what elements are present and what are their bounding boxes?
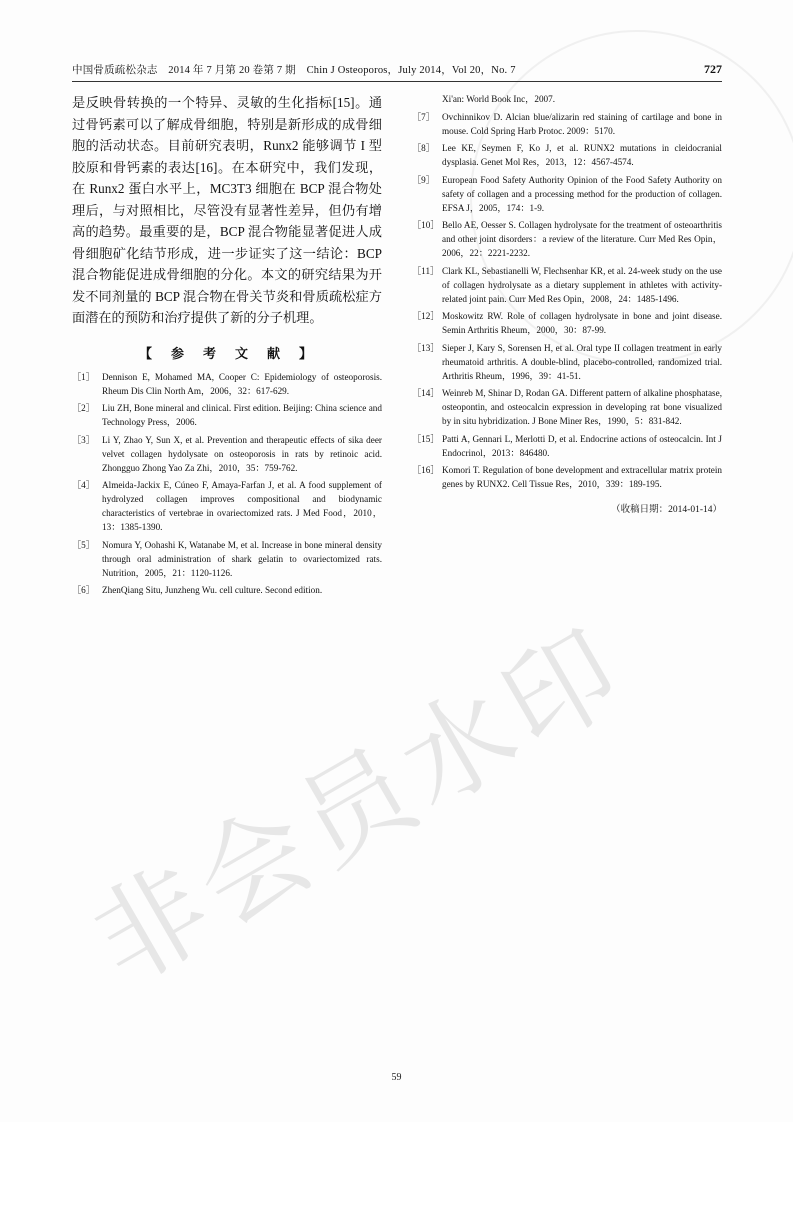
reference-item xyxy=(412,173,722,215)
watermark-text: 非会员水印 xyxy=(74,606,647,1007)
reference-number: ［3］ xyxy=(72,434,95,445)
reference-number: ［5］ xyxy=(72,539,95,550)
reference-number: ［9］ xyxy=(412,174,435,185)
reference-item xyxy=(72,538,382,580)
reference-item xyxy=(412,432,722,460)
reference-text: Sieper J, Kary S, Sorensen H, et al. Oral type II collagen treatment in early rheumatoid arthritis. A double-blind, placebo-controlled, randomized trial. Arthritis Rheum，1996，39：41-51. xyxy=(442,342,722,381)
right-column xyxy=(412,92,722,601)
reference-item xyxy=(412,341,722,383)
reference-text: Nomura Y, Oohashi K, Watanabe M, et al. Increase in bone mineral density through oral administration of shark gelatin to ovariectomized rats. Nutrition，2005，21：1120-1126. xyxy=(102,539,382,578)
reference-number: ［6］ xyxy=(72,585,95,595)
reference-text: Ovchinnikov D. Alcian blue/alizarin red staining of cartilage and bone in mouse. Cold Spring Harb Protoc. 2009：5170. xyxy=(442,111,722,136)
reference-item xyxy=(72,433,382,475)
reference-text: Dennison E, Mohamed MA, Cooper C: Epidemiology of osteoporosis. Rheum Dis Clin North Am，2006，32：617-629. xyxy=(102,371,382,396)
reference-number: ［15］ xyxy=(412,433,440,444)
reference-number: ［4］ xyxy=(72,480,95,490)
reference-number: ［12］ xyxy=(412,311,440,321)
reference-text: Lee KE, Seymen F, Ko J, et al. RUNX2 mutations in cleidocranial dysplasia. Genet Mol Res，2013，12：4567-4574. xyxy=(442,143,722,167)
footer-page-number: 59 xyxy=(391,1072,402,1083)
reference-item xyxy=(412,141,722,169)
reference-item xyxy=(412,264,722,306)
reference-number: ［10］ xyxy=(412,220,440,230)
reference-text: Patti A, Gennari L, Merlotti D, et al. Endocrine actions of osteocalcin. Int J Endocrinol，2013：846480. xyxy=(442,433,722,458)
reference-number: ［2］ xyxy=(72,403,95,413)
reference-continuation: Xi'an: World Book Inc，2007. xyxy=(442,94,556,104)
received-date: （收稿日期：2014-01-14） xyxy=(611,505,722,515)
discussion-paragraph xyxy=(72,92,382,329)
reference-text: ZhenQiang Situ, Junzheng Wu. cell culture. Second edition. xyxy=(102,585,323,595)
reference-number: ［14］ xyxy=(412,388,440,398)
reference-text: Liu ZH, Bone mineral and clinical. First edition. Beijing: China science and Technology Press，2006. xyxy=(102,403,382,427)
reference-number: ［8］ xyxy=(412,143,435,153)
page-header xyxy=(72,62,722,82)
reference-text: Moskowitz RW. Role of collagen hydrolysate in bone and joint disease. Semin Arthritis Rheum，2000，30：87-99. xyxy=(442,311,722,335)
reference-text: Bello AE, Oesser S. Collagen hydrolysate for the treatment of osteoarthritis and other joint disorders：a review of the literature. Curr Med Res Opin，2006，22：2221-2232. xyxy=(442,220,722,258)
reference-item xyxy=(72,401,382,429)
reference-number: ［16］ xyxy=(412,465,440,475)
references-heading: 【 参 考 文 献 】 xyxy=(138,345,315,361)
reference-list-left xyxy=(72,370,382,598)
reference-text: European Food Safety Authority Opinion of the Food Safety Authority on safety of collagen and a processing method for the production of collagen. EFSA J，2005，174：1-9. xyxy=(442,174,722,213)
reference-text: Almeida-Jackix E, Cúneo F, Amaya-Farfan J, et al. A food supplement of hydrolyzed collagen improves compositional and biodynamic characteristics of vertebrae in ovariectomized rats. J Med Food，2010，13：1385-1390. xyxy=(102,480,382,532)
journal-citation-line: 中国骨质疏松杂志 2014 年 7 月第 20 卷第 7 期 Chin J Osteoporos，July 2014，Vol 20，No. 7 xyxy=(72,65,516,76)
reference-item xyxy=(72,583,382,597)
reference-item xyxy=(412,110,722,138)
reference-text: Li Y, Zhao Y, Sun X, et al. Prevention and therapeutic effects of sika deer velvet collagen hydolysate on osteoporosis in rats by retinoic acid. Zhongguo Zhong Yao Za Zhi，2010，35：759-762. xyxy=(102,434,382,473)
reference-text: Clark KL, Sebastianelli W, Flechsenhar KR, et al. 24-week study on the use of collagen hydrolysate as a dietary supplement in athletes with activity-related joint pain. Curr Med Res Opin，2008，24：1485-1496. xyxy=(442,265,722,304)
reference-item xyxy=(412,218,722,260)
reference-text: Komori T. Regulation of bone development and extracellular matrix protein genes by RUNX2. Cell Tissue Res，2010，339：189-195. xyxy=(442,465,722,489)
reference-item xyxy=(412,309,722,337)
reference-item xyxy=(72,478,382,534)
discussion-text: 是反映骨转换的一个特异、灵敏的生化指标[15]。通过骨钙素可以了解成骨细胞，特别是新形成的成骨细胞的活动状态。目前研究表明，Runx2 能够调节 I 型胶原和骨钙素的表达[16]。在本研究中，我们发现，在 Runx2 蛋白水平上，MC3T3 细胞在 BCP 混合物处理后，与对照相比，尽管没有显著性差异，但仍有增高的趋势。最重要的是，BCP 混合物能显著促进人成骨细胞矿化结节形成，进一步证实了这一结论：BCP 混合物能促进成骨细胞的分化。本文的研究结果为开发不同剂量的 BCP 混合物在骨关节炎和骨质疏松症方面潜在的预防和治疗提供了新的分子机理。 xyxy=(72,95,382,325)
reference-list-right xyxy=(412,110,722,492)
reference-item xyxy=(412,463,722,491)
reference-item xyxy=(412,386,722,428)
two-column-layout xyxy=(72,92,722,601)
reference-text: Weinreb M, Shinar D, Rodan GA. Different pattern of alkaline phosphatase, osteopontin, and osteocalcin expression in developing rat bone visualized by in situ hybridization. J Bone Miner Res，1990，5：831-842. xyxy=(442,388,722,426)
reference-number: ［1］ xyxy=(72,371,95,382)
page-number-header: 727 xyxy=(704,62,722,76)
reference-number: ［13］ xyxy=(412,342,440,353)
reference-number: ［11］ xyxy=(412,265,440,276)
left-column xyxy=(72,92,382,601)
reference-item xyxy=(72,370,382,398)
reference-number: ［7］ xyxy=(412,111,435,122)
